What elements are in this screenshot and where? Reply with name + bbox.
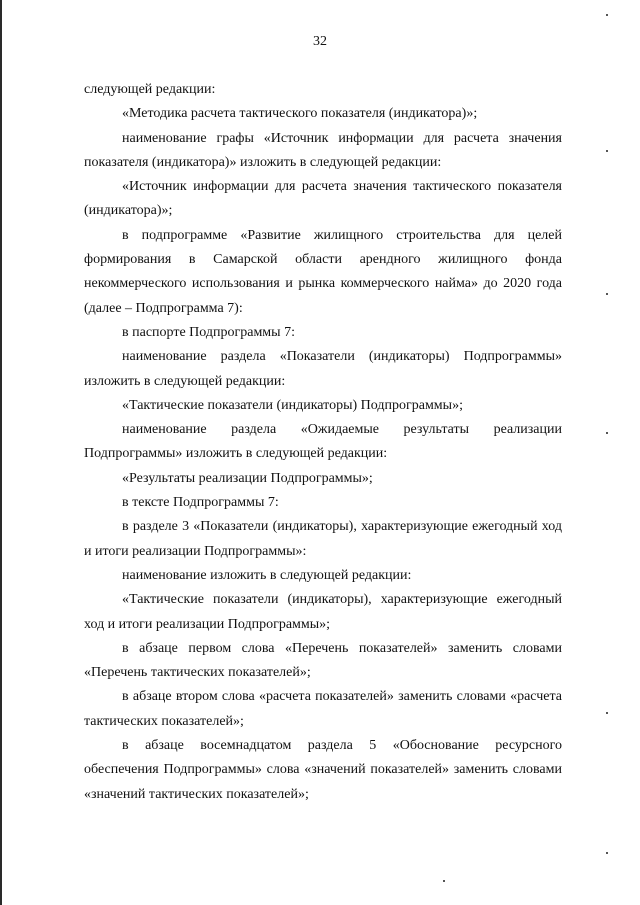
scan-speck bbox=[606, 852, 608, 854]
paragraph-6: наименование раздела «Показатели (индикаторы) Подпрограммы» изложить в следующей редакции: bbox=[84, 349, 562, 389]
paragraph-4: в подпрограмме «Развитие жилищного строительства для целей формирования в Самарской области арендного жилищного фонда некоммерческого использования и рынка коммерческого найма» до 2020 года (далее – Подпрограмма 7): bbox=[84, 227, 562, 316]
paragraph-3: «Источник информации для расчета значения тактического показателя (индикатора)»; bbox=[84, 179, 562, 219]
paragraph-8: наименование раздела «Ожидаемые результаты реализации Подпрограммы» изложить в следующей редакции: bbox=[84, 422, 562, 462]
paragraph-10: в тексте Подпрограммы 7: bbox=[122, 495, 279, 511]
paragraph-16: в абзаце восемнадцатом раздела 5 «Обоснование ресурсного обеспечения Подпрограммы» слова «значений показателей» заменить словами «значений тактических показателей»; bbox=[84, 738, 562, 802]
paragraph-2: наименование графы «Источник информации для расчета значения показателя (индикатора)» изложить в следующей редакции: bbox=[84, 130, 562, 170]
scan-speck bbox=[606, 712, 608, 714]
paragraph-15: в абзаце втором слова «расчета показателей» заменить словами «расчета тактических показателей»; bbox=[84, 689, 562, 729]
paragraph-5: в паспорте Подпрограммы 7: bbox=[122, 324, 295, 340]
scan-speck bbox=[443, 880, 445, 882]
paragraph-7: «Тактические показатели (индикаторы) Подпрограммы»; bbox=[122, 397, 463, 413]
document-body bbox=[84, 78, 562, 807]
scan-speck bbox=[606, 293, 608, 295]
paragraph-11: в разделе 3 «Показатели (индикаторы), характеризующие ежегодный ход и итоги реализации Подпрограммы»: bbox=[84, 519, 562, 559]
paragraph-13: «Тактические показатели (индикаторы), характеризующие ежегодный ход и итоги реализации Подпрограммы»; bbox=[84, 592, 562, 632]
paragraph-1: «Методика расчета тактического показателя (индикатора)»; bbox=[122, 106, 478, 122]
paragraph-0: следующей редакции: bbox=[84, 82, 216, 97]
scan-speck bbox=[606, 150, 608, 152]
scan-left-edge bbox=[0, 0, 2, 905]
page-number: 32 bbox=[313, 34, 327, 49]
paragraph-9: «Результаты реализации Подпрограммы»; bbox=[122, 470, 373, 486]
scan-speck bbox=[606, 432, 608, 434]
scan-speck bbox=[606, 14, 608, 16]
paragraph-12: наименование изложить в следующей редакции: bbox=[122, 567, 412, 583]
paragraph-14: в абзаце первом слова «Перечень показателей» заменить словами «Перечень тактических показателей»; bbox=[84, 640, 562, 681]
